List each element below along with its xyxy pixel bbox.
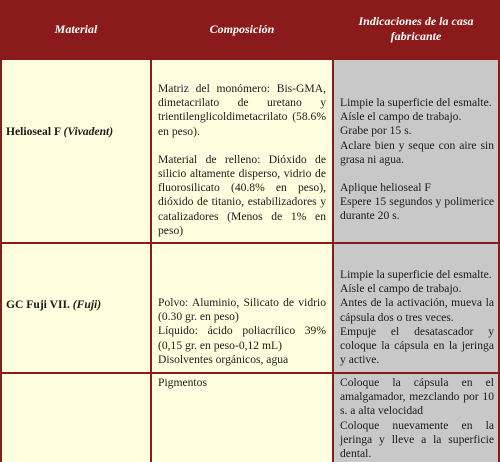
instruction-line: Grabe por 15 s. [340,124,412,138]
instruction-line: Antes de la activación, mueva la cápsula dos o tres veces. [340,296,494,324]
header-composicion: Composición [209,21,275,36]
material-cell [2,60,150,242]
table-header [0,0,500,58]
composition-paragraph: Matriz del monómero: Bis-GMA, dimetacrilato de uretano y trientilenglicoldimetacrilato (58.6% en peso). [158,82,326,138]
instruction-line: Espere 15 segundos y polimerice durante 20 s. [340,195,494,223]
table-row [0,244,500,372]
instructions-text [340,96,494,224]
instruction-line: Aclare bien y seque con aire sin grasa ni agua. [340,138,494,166]
table-row [0,60,500,242]
instructions-cell [334,374,498,462]
composition-paragraph: Material de relleno: Dióxido de silicio altamente disperso, vidrio de fluorosilicato (40.8% en peso), dióxido de titanio, estabilizadores y catalizadores (Menos de 1% en peso) [158,152,326,237]
composition-text [158,82,326,238]
instructions-cell [334,60,498,242]
composition-paragraph: Disolventes orgánicos, agua [158,352,289,366]
header-material: Material [54,21,98,36]
composition-text [158,376,326,390]
instructions-text [340,376,494,461]
composition-paragraph: Polvo: Aluminio, Silicato de vidrio (0.30 gr. en peso) [158,296,326,324]
instructions-text [340,268,494,367]
composition-paragraph: Pigmentos [158,376,207,389]
material-name: GC Fuji VII. (Fuji) [6,298,102,311]
material-name: Helioseal F (Vivadent) [6,125,114,138]
instruction-line: Limpie la superficie del esmalte. [340,268,492,281]
header-indicaciones: Indicaciones de la casa fabricante [358,14,474,43]
instruction-line: Aplique helioseal F [340,181,431,195]
material-cell [2,374,150,462]
composition-cell [152,374,332,462]
material-cell [2,244,150,372]
table-row [0,374,500,462]
composition-cell [152,60,332,242]
instruction-line: Aísle el campo de trabajo. [340,282,462,296]
composition-text [158,296,326,367]
instruction-line: Aísle el campo de trabajo. [340,110,462,124]
composition-cell [152,244,332,372]
instruction-line: Limpie la superficie del esmalte. [340,96,492,109]
instruction-line: Empuje el desatascador y coloque la cápsula en la jeringa y active. [340,324,494,367]
instructions-cell [334,244,498,372]
composition-paragraph: Líquido: ácido poliacrílico 39% (0,15 gr. en peso-0,12 mL) [158,324,326,352]
instruction-line: Coloque nuevamente en la jeringa y lleve a la superficie dental. [340,418,494,461]
instruction-line: Coloque la cápsula en el amalgamador, mezclando por 10 s. a alta velocidad [340,376,494,418]
